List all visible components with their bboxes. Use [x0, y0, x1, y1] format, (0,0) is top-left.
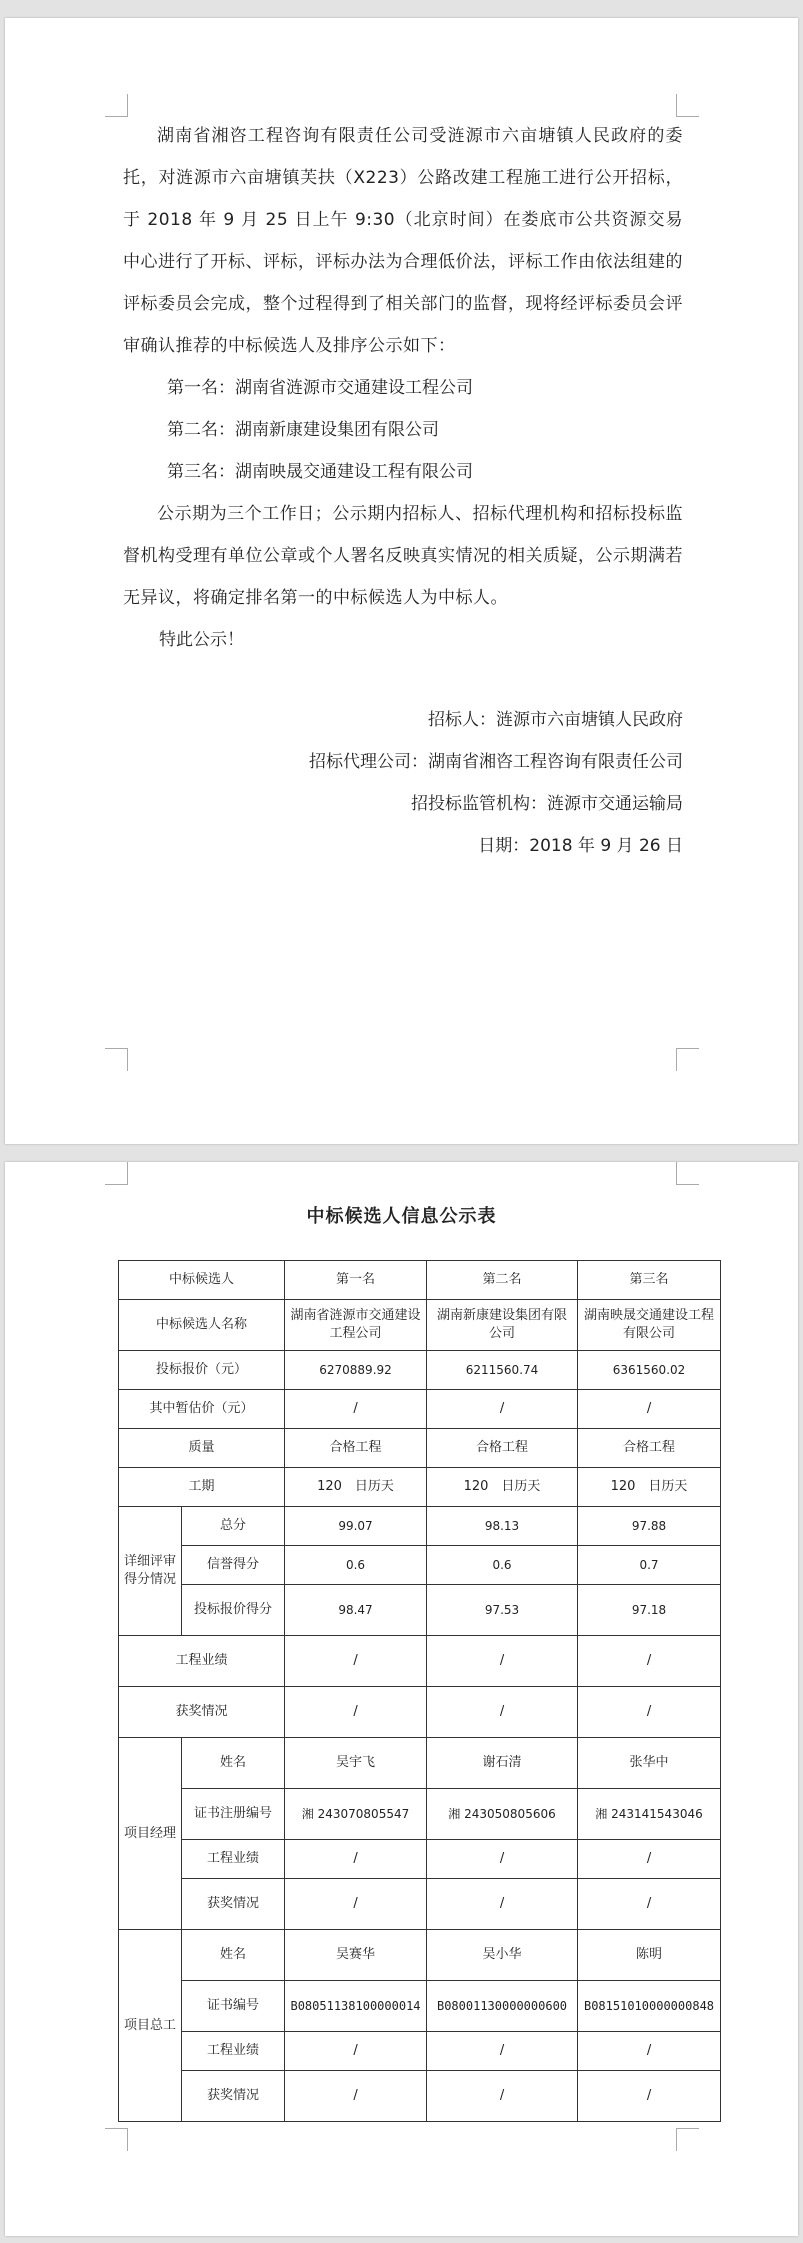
cell: 吴宇飞 [285, 1738, 427, 1789]
table-row [119, 1789, 721, 1840]
agency-line: 招标代理公司：湖南省湘咨工程咨询有限责任公司 [309, 752, 683, 772]
candidate-third: 第三名：湖南映晟交通建设工程有限公司 [167, 462, 473, 482]
cell: / [427, 1636, 578, 1687]
header-second: 第二名 [427, 1261, 578, 1300]
crop-mark [105, 94, 128, 117]
total-label: 总分 [182, 1507, 285, 1546]
notice-paragraph: 公示期为三个工作日；公示期内招标人、招标代理机构和招标投标监督机构受理有单位公章或个人署名反映真实情况的相关质疑，公示期满若无异议，将确定排名第一的中标候选人为中标人。 [123, 504, 683, 608]
cell: / [427, 1687, 578, 1738]
table-row [119, 1261, 721, 1300]
cell: 吴赛华 [285, 1930, 427, 1981]
tenderer-line: 招标人：涟源市六亩塘镇人民政府 [428, 710, 683, 730]
cell: / [578, 1636, 721, 1687]
cell: B08001130000000600 [427, 1981, 578, 2032]
cell: 湖南新康建设集团有限公司 [427, 1300, 578, 1351]
cell: 0.6 [285, 1546, 427, 1585]
cell: / [427, 2071, 578, 2122]
header-third: 第三名 [578, 1261, 721, 1300]
cell: 0.6 [427, 1546, 578, 1585]
closing-line: 特此公示！ [159, 630, 244, 650]
table-row [119, 1300, 721, 1351]
supervisor-line: 招投标监管机构：涟源市交通运输局 [411, 794, 683, 814]
table-row [119, 1930, 721, 1981]
cell: B08051138100000014 [285, 1981, 427, 2032]
cell: / [578, 1687, 721, 1738]
name-label: 中标候选人名称 [119, 1300, 285, 1351]
pm-name-label: 姓名 [182, 1738, 285, 1789]
cell: 吴小华 [427, 1930, 578, 1981]
table-row [119, 1351, 721, 1390]
table-row [119, 1390, 721, 1429]
table-row [119, 1468, 721, 1507]
cell: 湘 243070805547 [285, 1789, 427, 1840]
cell: / [285, 1636, 427, 1687]
cell: 97.88 [578, 1507, 721, 1546]
crop-mark [676, 94, 699, 117]
cell: 湖南映晟交通建设工程有限公司 [578, 1300, 721, 1351]
pm-perf-label: 工程业绩 [182, 1840, 285, 1879]
credit-label: 信誉得分 [182, 1546, 285, 1585]
crop-mark [676, 1162, 699, 1185]
signature-block [163, 699, 683, 867]
candidate-first: 第一名：湖南省涟源市交通建设工程公司 [167, 378, 473, 398]
cell: / [285, 1840, 427, 1879]
header-label: 中标候选人 [119, 1261, 285, 1300]
cell: / [578, 2071, 721, 2122]
table-row [119, 1738, 721, 1789]
cell: 湖南省涟源市交通建设工程公司 [285, 1300, 427, 1351]
eng-cert-label: 证书编号 [182, 1981, 285, 2032]
cell: 谢石清 [427, 1738, 578, 1789]
cell: / [427, 1840, 578, 1879]
cell: / [578, 2032, 721, 2071]
cell: / [427, 1390, 578, 1429]
table-row [119, 1840, 721, 1879]
crop-mark [105, 2128, 128, 2151]
table-row [119, 1507, 721, 1546]
cell: / [578, 1879, 721, 1930]
cell: / [285, 1390, 427, 1429]
header-first: 第一名 [285, 1261, 427, 1300]
table-row [119, 1546, 721, 1585]
intro-paragraph: 湖南省湘咨工程咨询有限责任公司受涟源市六亩塘镇人民政府的委托，对涟源市六亩塘镇芙扶（X223）公路改建工程施工进行公开招标，于 2018 年 9 月 25 日上午 9:30（北京时间）在娄底市公共资源交易中心进行了开标、评标，评标办法为合理低价法，评标工作由依法组建的评标委员会完成，整个过程得到了相关部门的监督，现将经评标委员会评审确认推荐的中标候选人及排序公示如下： [123, 126, 683, 356]
document-page-2 [5, 1162, 798, 2236]
cell: 6270889.92 [285, 1351, 427, 1390]
duration-label: 工期 [119, 1468, 285, 1507]
awards-label: 获奖情况 [119, 1687, 285, 1738]
table-row [119, 1879, 721, 1930]
score-group-label: 详细评审得分情况 [119, 1507, 182, 1636]
table-row [119, 1687, 721, 1738]
cell: 120 日历天 [427, 1468, 578, 1507]
quality-label: 质量 [119, 1429, 285, 1468]
cell: 120 日历天 [578, 1468, 721, 1507]
cell: 合格工程 [285, 1429, 427, 1468]
table-row [119, 1585, 721, 1636]
cell: 陈明 [578, 1930, 721, 1981]
cell: 120 日历天 [285, 1468, 427, 1507]
cell: 6361560.02 [578, 1351, 721, 1390]
cell: 98.47 [285, 1585, 427, 1636]
cell: / [285, 1879, 427, 1930]
crop-mark [676, 2128, 699, 2151]
crop-mark [105, 1162, 128, 1185]
table-row [119, 2032, 721, 2071]
table-title: 中标候选人信息公示表 [306, 1206, 497, 1227]
cell: / [578, 1390, 721, 1429]
date-line: 日期：2018 年 9 月 26 日 [478, 836, 683, 856]
cell: 99.07 [285, 1507, 427, 1546]
cell: 湘 243141543046 [578, 1789, 721, 1840]
eng-group-label: 项目总工 [119, 1930, 182, 2122]
cell: / [427, 2032, 578, 2071]
cell: / [578, 1840, 721, 1879]
pm-group-label: 项目经理 [119, 1738, 182, 1930]
cell: B08151010000000848 [578, 1981, 721, 2032]
price-score-label: 投标报价得分 [182, 1585, 285, 1636]
table-row [119, 1429, 721, 1468]
cell: 6211560.74 [427, 1351, 578, 1390]
document-page-1 [5, 18, 798, 1144]
cell: 合格工程 [427, 1429, 578, 1468]
announcement-body [123, 115, 683, 661]
table-row [119, 2071, 721, 2122]
cell: 湘 243050805606 [427, 1789, 578, 1840]
table-row [119, 1981, 721, 2032]
cell: 合格工程 [578, 1429, 721, 1468]
cell: / [285, 2071, 427, 2122]
candidate-second: 第二名：湖南新康建设集团有限公司 [167, 420, 439, 440]
performance-label: 工程业绩 [119, 1636, 285, 1687]
cell: 张华中 [578, 1738, 721, 1789]
pm-awards-label: 获奖情况 [182, 1879, 285, 1930]
cell: 97.18 [578, 1585, 721, 1636]
crop-mark [105, 1048, 128, 1071]
cell: 98.13 [427, 1507, 578, 1546]
table-row [119, 1636, 721, 1687]
cell: 0.7 [578, 1546, 721, 1585]
bid-label: 投标报价（元） [119, 1351, 285, 1390]
eng-name-label: 姓名 [182, 1930, 285, 1981]
candidate-info-table [118, 1260, 721, 2122]
cell: / [285, 1687, 427, 1738]
provisional-label: 其中暂估价（元） [119, 1390, 285, 1429]
cell: / [285, 2032, 427, 2071]
cell: 97.53 [427, 1585, 578, 1636]
eng-perf-label: 工程业绩 [182, 2032, 285, 2071]
crop-mark [676, 1048, 699, 1071]
cell: / [427, 1879, 578, 1930]
eng-awards-label: 获奖情况 [182, 2071, 285, 2122]
pm-cert-label: 证书注册编号 [182, 1789, 285, 1840]
